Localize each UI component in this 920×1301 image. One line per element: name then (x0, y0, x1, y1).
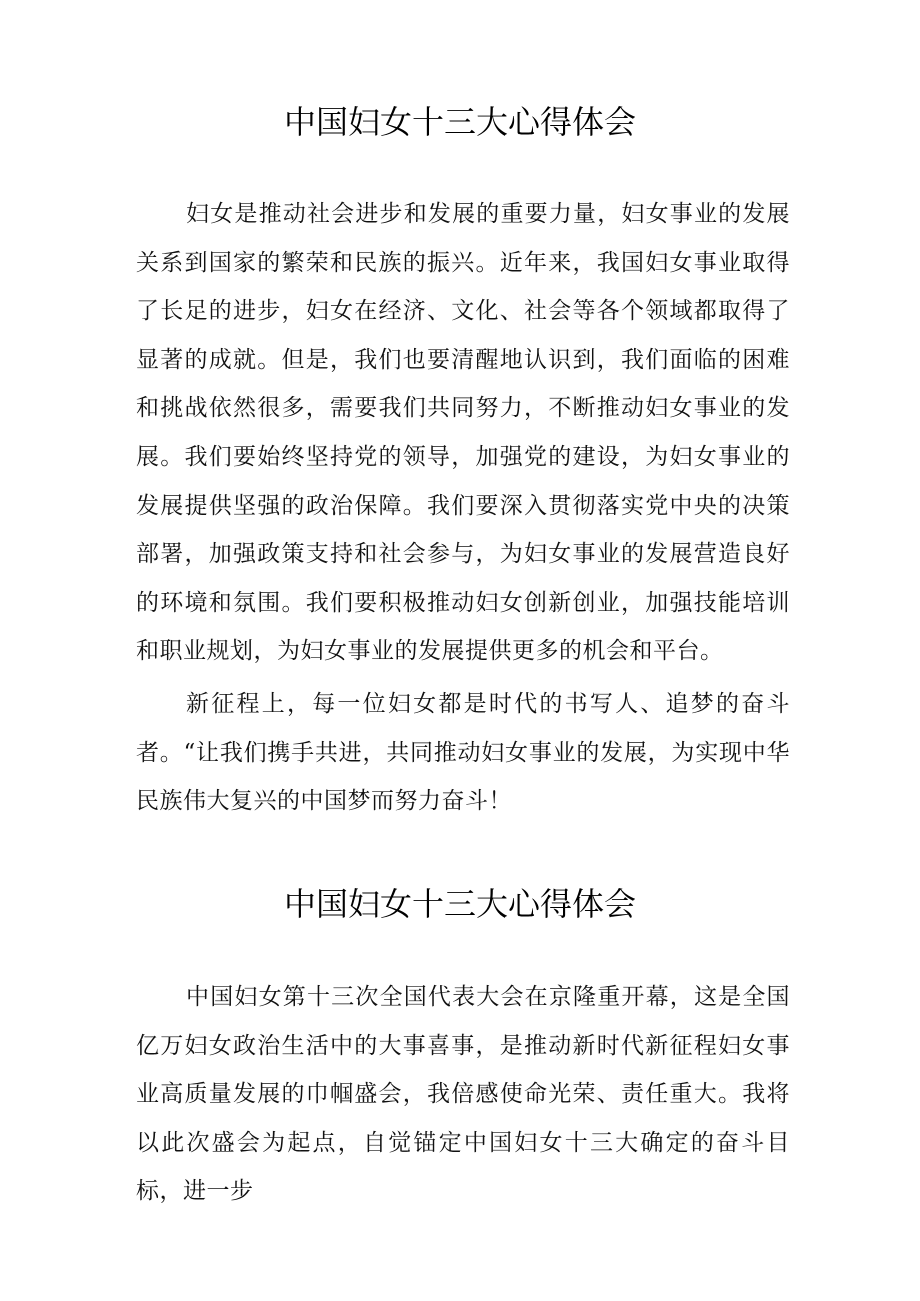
section-title: 中国妇女十三大心得体会 (283, 885, 636, 923)
body-paragraph: 新征程上，每一位妇女都是时代的书写人、追梦的奋斗者。“让我们携手共进，共同推动妇女事业的发展，为实现中华民族伟大复兴的中国梦而努力奋斗！ (136, 691, 790, 815)
section-title: 中国妇女十三大心得体会 (283, 103, 636, 141)
body-paragraph: 妇女是推动社会进步和发展的重要力量，妇女事业的发展关系到国家的繁荣和民族的振兴。近年来，我国妇女事业取得了长足的进步，妇女在经济、文化、社会等各个领域都取得了显著的成就。但是，我们也要清醒地认识到，我们面临的困难和挑战依然很多，需要我们共同努力，不断推动妇女事业的发展。我们要始终坚持党的领导，加强党的建设，为妇女事业的发展提供坚强的政治保障。我们要深入贯彻落实党中央的决策部署，加强政策支持和社会参与，为妇女事业的发展营造良好的环境和氛围。我们要积极推动妇女创新创业，加强技能培训和职业规划，为妇女事业的发展提供更多的机会和平台。 (136, 201, 790, 665)
body-paragraph: 中国妇女第十三次全国代表大会在京隆重开幕，这是全国亿万妇女政治生活中的大事喜事，是推动新时代新征程妇女事业高质量发展的巾帼盛会，我倍感使命光荣、责任重大。我将以此次盛会为起点，自觉锚定中国妇女十三大确定的奋斗目标，进一步 (136, 984, 790, 1205)
